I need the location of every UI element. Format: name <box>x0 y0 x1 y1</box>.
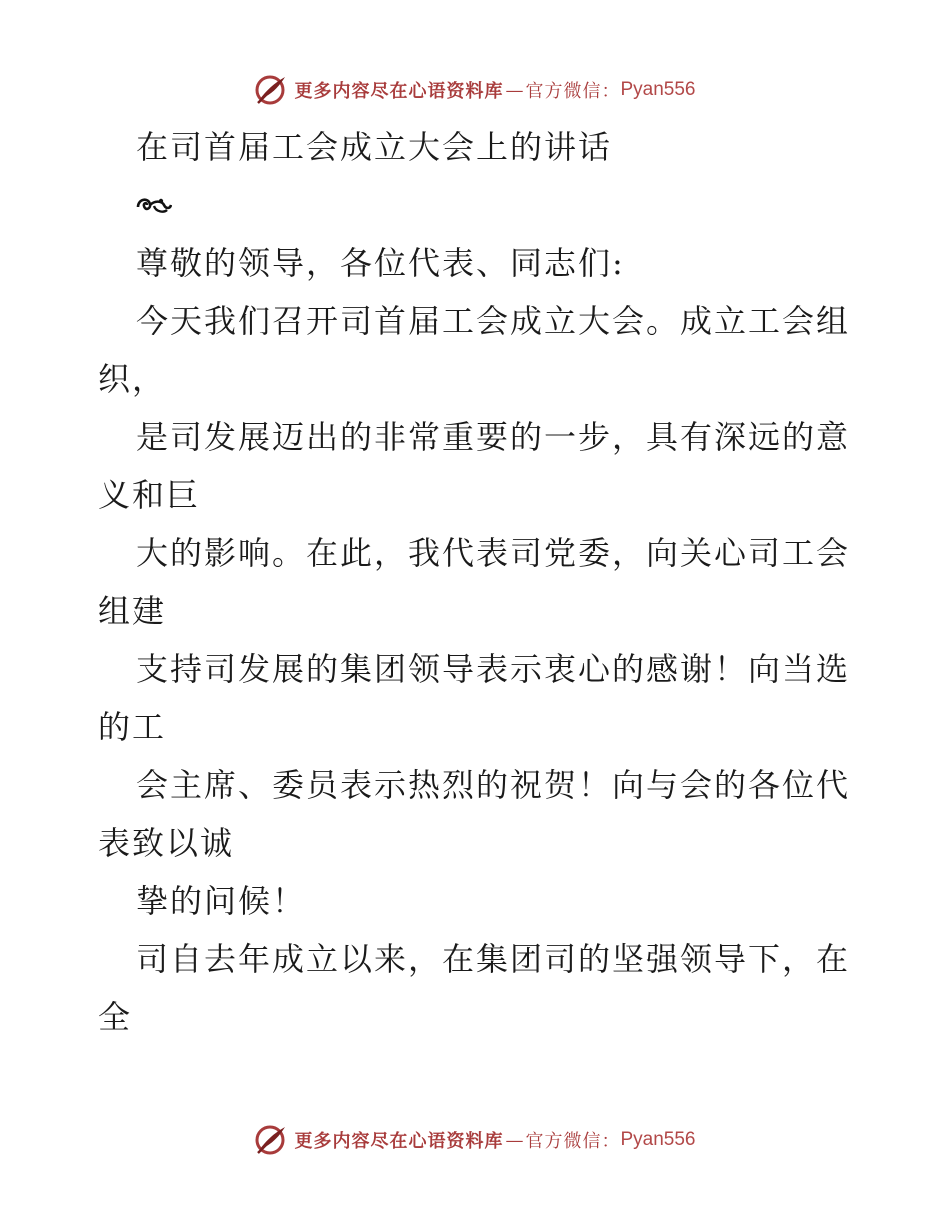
paragraph-line: 全 <box>98 998 133 1036</box>
banner-dash: — <box>505 1129 524 1151</box>
feather-pen-logo-icon <box>254 1123 288 1157</box>
ornament-row <box>98 176 858 234</box>
paragraph-line: 义和巨 <box>98 476 201 514</box>
paragraph-line: 挚的问候！ <box>136 882 307 920</box>
banner-dash: — <box>505 79 524 101</box>
banner-main-text: 更多内容尽在心语资料库 <box>294 81 504 102</box>
banner-wechat-label: 官方微信： <box>525 1131 621 1152</box>
paragraph-line: 的工 <box>98 708 167 746</box>
paragraph-line: 表致以诚 <box>98 824 235 862</box>
banner-wechat-id: Pyan556 <box>620 79 696 100</box>
paragraph-line: 支持司发展的集团领导表示衷心的感谢！向当选 <box>136 650 851 688</box>
paragraph-line: 组建 <box>98 592 167 630</box>
banner-wechat-label: 官方微信： <box>525 81 621 102</box>
banner-main-text: 更多内容尽在心语资料库 <box>294 1131 504 1152</box>
paragraph-line: 司自去年成立以来，在集团司的坚强领导下，在 <box>136 940 851 978</box>
paragraph-line: 大的影响。在此，我代表司党委，向关心司工会 <box>136 534 851 572</box>
banner-wechat-id: Pyan556 <box>620 1129 696 1150</box>
footer-banner <box>0 1120 950 1160</box>
header-banner <box>0 70 950 110</box>
document-body <box>98 118 858 1046</box>
fleuron-ornament-icon <box>136 193 172 217</box>
paragraph-line: 会主席、委员表示热烈的祝贺！向与会的各位代 <box>136 766 851 804</box>
paragraph-line: 织， <box>98 360 167 398</box>
paragraph-line: 今天我们召开司首届工会成立大会。成立工会组 <box>136 302 851 340</box>
document-title: 在司首届工会成立大会上的讲话 <box>136 128 613 166</box>
feather-pen-logo-icon <box>254 73 288 107</box>
paragraph-line: 尊敬的领导，各位代表、同志们: <box>136 244 625 282</box>
paragraph-line: 是司发展迈出的非常重要的一步，具有深远的意 <box>136 418 851 456</box>
